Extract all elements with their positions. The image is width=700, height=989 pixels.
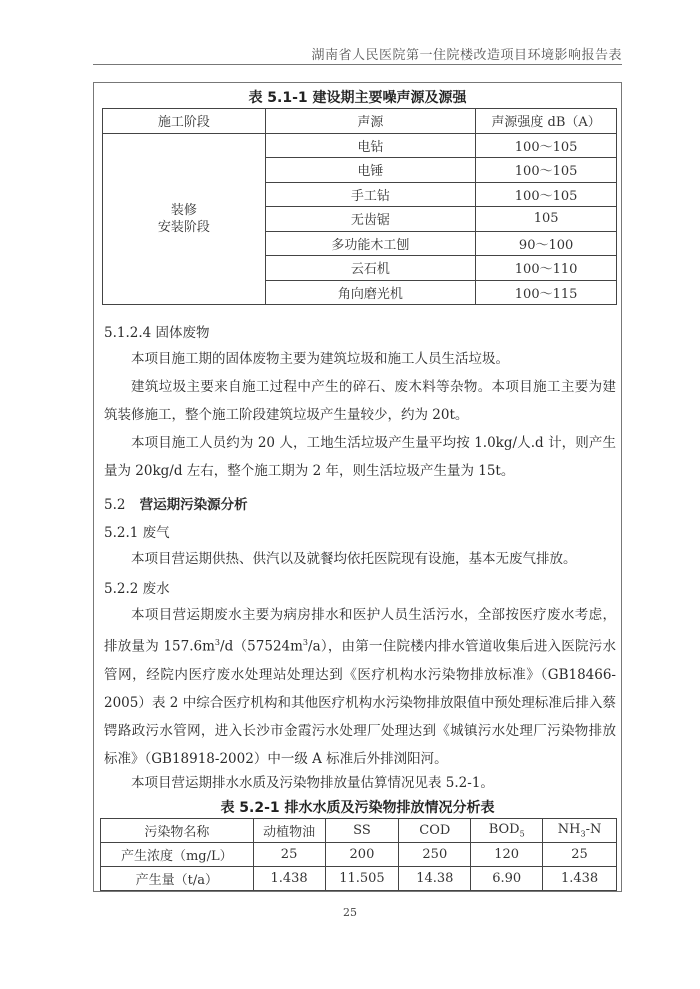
table-row xyxy=(101,867,617,891)
running-header: 湖南省人民医院第一住院楼改造项目环境影响报告表 xyxy=(311,48,622,63)
text-run: -N xyxy=(585,822,602,838)
noise-source-table xyxy=(102,108,617,305)
superscript: 3 xyxy=(302,638,309,647)
level-cell: 105 xyxy=(476,207,617,232)
paragraph: 本项目施工人员约为 20 人，工地生活垃圾产生量平均按 1.0kg/人.d 计，则产生量为 20kg/d 左右，整个施工期为 2 年，则生活垃圾产生量为 15t。 xyxy=(104,435,616,479)
value-cell: 25 xyxy=(543,843,617,867)
header-cell: COD xyxy=(399,819,471,843)
source-cell: 电钻 xyxy=(265,133,476,158)
header-cell: 声源强度 dB（A） xyxy=(476,109,617,134)
value-cell: 25 xyxy=(253,843,325,867)
value-cell: 6.90 xyxy=(471,867,543,891)
header-cell: 动植物油 xyxy=(253,819,325,843)
stage-cell xyxy=(103,133,266,305)
table-row xyxy=(101,843,617,867)
level-cell: 90～100 xyxy=(476,231,617,256)
section-title: 营运期污染源分析 xyxy=(139,497,248,513)
paragraph: 本项目施工期的固体废物主要为建筑垃圾和施工人员生活垃圾。 xyxy=(131,351,509,367)
text-run: /a），由第一住院楼内排水管道收集后进入医院污水管网，经院内医疗废水处理站处理达到《医疗机构水污染物排放标准》（GB18466-2005）表 2 中综合医疗机构和其他医疗机构水污染物排放限值中预处理标准后排入蔡锷路政污水管网，进入长沙市金霞污水处理厂处理达到《城镇污水处理厂污染物排放标准》（GB18918-2002）中一级 A 标准后外排浏阳河。 xyxy=(104,638,616,767)
source-cell: 云石机 xyxy=(265,256,476,281)
value-cell: 120 xyxy=(471,843,543,867)
table-5-2-1-title: 表 5.2-1 排水水质及污染物排放情况分析表 xyxy=(220,800,495,816)
section-heading-5-2-2: 5.2.2 废水 xyxy=(104,581,170,597)
header-cell: SS xyxy=(325,819,399,843)
section-heading-5-1-2-4: 5.1.2.4 固体废物 xyxy=(104,325,210,341)
table-header-row xyxy=(101,819,617,843)
level-cell: 100～110 xyxy=(476,256,617,281)
table-header-row xyxy=(103,109,617,134)
stage-line: 装修 xyxy=(170,202,197,218)
value-cell: 14.38 xyxy=(399,867,471,891)
header-cell xyxy=(543,819,617,843)
text-run: NH xyxy=(557,822,581,838)
subscript: 5 xyxy=(519,829,525,839)
source-cell: 角向磨光机 xyxy=(265,280,476,305)
subscript: 3 xyxy=(580,829,586,839)
table-row xyxy=(103,133,617,158)
header-cell: 污染物名称 xyxy=(101,819,254,843)
value-cell: 1.438 xyxy=(543,867,617,891)
level-cell: 100～105 xyxy=(476,182,617,207)
header-cell xyxy=(471,819,543,843)
wastewater-paragraph xyxy=(104,601,616,773)
value-cell: 200 xyxy=(325,843,399,867)
text-run: /d（57524m xyxy=(220,638,303,655)
stage-line: 安装阶段 xyxy=(157,219,210,235)
section-heading-5-2-1: 5.2.1 废气 xyxy=(104,525,170,541)
value-cell: 1.438 xyxy=(253,867,325,891)
table-5-1-1-title: 表 5.1-1 建设期主要噪声源及源强 xyxy=(248,90,467,106)
page-number: 25 xyxy=(343,906,357,919)
header-cell: 声源 xyxy=(265,109,476,134)
source-cell: 多功能木工刨 xyxy=(265,231,476,256)
superscript: 3 xyxy=(214,638,221,647)
header-cell: 施工阶段 xyxy=(103,109,266,134)
source-cell: 手工钻 xyxy=(265,182,476,207)
text-run: 本项目营运期废水主要为病房排水和医护人员生活污水，全部按医疗废水考虑，排放量为 157.6m xyxy=(104,607,616,655)
section-heading-5-2 xyxy=(104,493,248,513)
paragraph: 本项目营运期供热、供汽以及就餐均依托医院现有设施，基本无废气排放。 xyxy=(131,551,577,567)
value-cell: 11.505 xyxy=(325,867,399,891)
row-label: 产生量（t/a） xyxy=(101,867,254,891)
source-cell: 电锤 xyxy=(265,158,476,183)
section-number: 5.2 xyxy=(104,497,126,513)
level-cell: 100～105 xyxy=(476,133,617,158)
header-rule xyxy=(93,64,622,65)
row-label: 产生浓度（mg/L） xyxy=(101,843,254,867)
paragraph: 本项目营运期排水水质及污染物排放量估算情况见表 5.2-1。 xyxy=(131,775,494,791)
level-cell: 100～115 xyxy=(476,280,617,305)
paragraph: 建筑垃圾主要来自施工过程中产生的碎石、废木料等杂物。本项目施工主要为建筑装修施工，整个施工阶段建筑垃圾产生量较少，约为 20t。 xyxy=(104,379,616,423)
content-frame xyxy=(93,82,622,892)
source-cell: 无齿锯 xyxy=(265,207,476,232)
text-run: BOD xyxy=(488,822,520,838)
wastewater-pollutant-table xyxy=(100,818,617,891)
value-cell: 250 xyxy=(399,843,471,867)
level-cell: 100～105 xyxy=(476,158,617,183)
